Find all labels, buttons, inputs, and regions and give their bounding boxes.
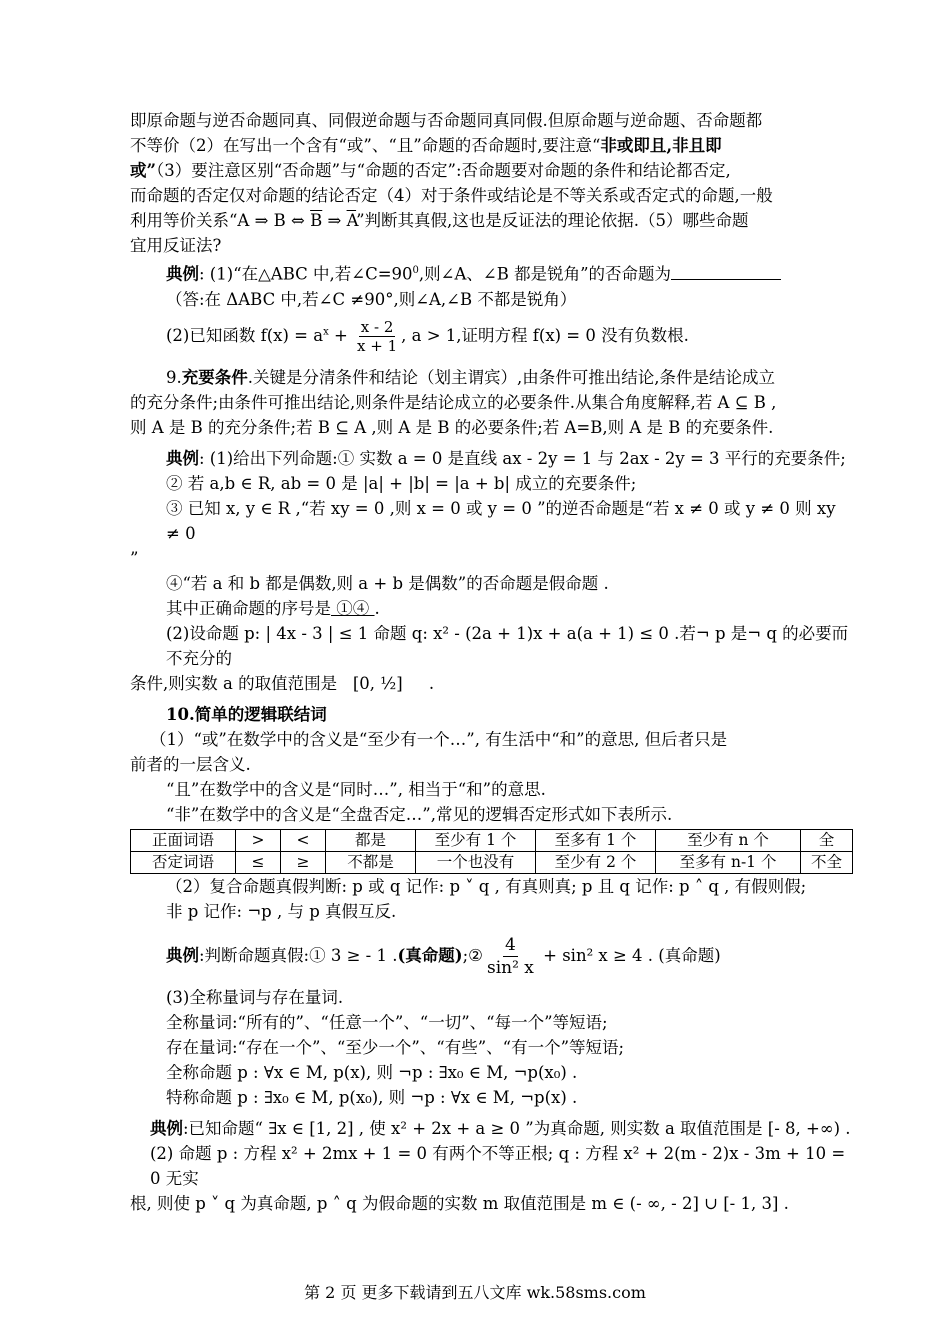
paragraph-line: (3)全称量词与存在量词. (166, 987, 344, 1007)
paragraph-line: （2）复合命题真假判断: p 或 q 记作: p ˅ q , 有真则真; p 且 q 记作: p ˄ q , 有假则假; (166, 876, 807, 896)
table-cell: 否定词语 (131, 851, 236, 873)
page-content (130, 108, 853, 1216)
paragraph-line: 即原命题与逆否命题同真、同假逆命题与否命题同真同假.但原命题与逆命题、否命题都 (130, 111, 763, 130)
example-3: 典例: (1)给出下列命题:① 实数 a = 0 是直线 ax - 2y = 1 与 2ax - 2y = 3 平行的充要条件; (166, 448, 846, 468)
example-3-item: ” (130, 548, 139, 568)
paragraph-line: （1）“或”在数学中的含义是“至少有一个…”, 有生活中“和”的意思, 但后者只是 (150, 729, 728, 749)
table-cell: 全 (801, 829, 853, 851)
page-footer: 第 2 页 更多下载请到五八文库 wk.58sms.com (304, 1283, 646, 1302)
section-10-title: 10.简单的逻辑联结词 (166, 704, 327, 724)
table-cell: 不全 (801, 851, 853, 873)
example-3-item: ③ 已知 x, y ∈ R ,“若 xy = 0 ,则 x = 0 或 y = 0 ”的逆否命题是“若 x ≠ 0 或 y ≠ 0 则 xy ≠ 0 (166, 498, 836, 543)
answer-blank (671, 261, 781, 280)
paragraph-line: 或”（3）要注意区别“否命题”与“命题的否定”:否命题要对命题的条件和结论都否定, (130, 161, 731, 180)
paragraph-line: 全称命题 p : ∀x ∈ M, p(x), 则 ¬p : ∃x₀ ∈ M, ¬p(x₀) . (166, 1062, 578, 1082)
paragraph-line: 存在量词:“存在一个”、“至少一个”、“有些”、“有一个”等短语; (166, 1037, 625, 1057)
paragraph-line: “且”在数学中的含义是“同时…”, 相当于“和”的意思. (166, 779, 546, 799)
table-cell: 一个也没有 (416, 851, 536, 873)
table-cell: > (236, 829, 281, 851)
paragraph-line: “非”在数学中的含义是“全盘否定…”,常见的逻辑否定形式如下表所示. (166, 804, 673, 824)
table-cell: 至少有 2 个 (536, 851, 656, 873)
paragraph-line: 非 p 记作: ¬p , 与 p 真假互反. (166, 901, 397, 921)
table-cell: < (281, 829, 326, 851)
table-row (131, 851, 853, 873)
example-4: (2)设命题 p: | 4x - 3 | ≤ 1 命题 q: x² - (2a + 1)x + a(a + 1) ≤ 0 .若¬ p 是¬ q 的必要而不充分的 (166, 623, 849, 668)
paragraph-line: 全称量词:“所有的”、“任意一个”、“一切”、“每一个”等短语; (166, 1012, 608, 1032)
table-row (131, 829, 853, 851)
example-1: 典例: (1)“在△ABC 中,若$\angle C=90^0$,则∠A、∠B 都是锐角”的否命题为 (130, 258, 853, 287)
fraction: $\frac{4}{\text{sin² x}}$ (486, 934, 534, 978)
paragraph-line: 不等价（2）在写出一个含有“或”、“且”命题的否命题时,要注意“非或即且,非且即 (130, 136, 722, 155)
paragraph-line: 而命题的否定仅对命题的结论否定（4）对于条件或结论是不等关系或否定式的命题,一般 (130, 186, 773, 205)
example-3-item: ② 若 a,b ∈ R, ab = 0 是 |a| + |b| = |a + b| 成立的充要条件; (166, 473, 637, 493)
section-9: 9.充要条件.关键是分清条件和结论（划主谓宾）,由条件可推出结论,条件是结论成立 (166, 367, 775, 387)
paragraph-line: 的充分条件;由条件可推出结论,则条件是结论成立的必要条件.从集合角度解释,若 A ⊆ B , (130, 392, 777, 412)
table-cell: ≥ (281, 851, 326, 873)
table-cell: 不都是 (326, 851, 416, 873)
table-cell: 至少有 n 个 (656, 829, 801, 851)
paragraph-line: 宜用反证法? (130, 236, 222, 255)
example-1-answer: （答:在 ΔABC 中,若∠C ≠90°,则∠A,∠B 不都是锐角） (166, 289, 577, 309)
table-cell: 至少有 1 个 (416, 829, 536, 851)
example-3-answer: 其中正确命题的序号是 ①④ . (166, 598, 380, 618)
table-cell: ≤ (236, 851, 281, 873)
paragraph-line: 前者的一层含义. (130, 754, 251, 774)
example-5: 典例:判断命题真假:① 3 ≥ - 1 .(真命题);② $\frac{4}{\text{sin² x}}$ + sin² x ≥ 4 . (真命题) (166, 934, 721, 978)
example-4-answer: 条件,则实数 a 的取值范围是 [0, ½] . (130, 673, 435, 693)
negation-table (130, 829, 853, 874)
table-cell: 至多有 1 个 (536, 829, 656, 851)
example-6-item: 根, 则使 p ˅ q 为真命题, p ˄ q 为假命题的实数 m 取值范围是 m ∈ (- ∞, - 2] ∪ [- 1, 3] . (130, 1193, 789, 1213)
example-6: 典例:已知命题“ ∃x ∈ [1, 2] , 使 x² + 2x + a ≥ 0 ”为真命题, 则实数 a 取值范围是 [- 8, +∞) . (150, 1118, 851, 1138)
fraction: $\frac{x - 2}{x + 1}$ (357, 317, 398, 355)
paragraph-line: 利用等价关系“A ⇒ B ⇔ $\overline{B}$ ⇒ $\overline{A}$”判断其真假,这也是反证法的理论依据.（5）哪些命题 (130, 211, 749, 230)
paragraph-line: 则 A 是 B 的充分条件;若 B ⊆ A ,则 A 是 B 的必要条件;若 A=B,则 A 是 B 的充要条件. (130, 417, 774, 437)
example-2: (2)已知函数 $f(x) = a^x$ + $\frac{x - 2}{x + 1}$ , a > 1,证明方程 f(x) = 0 没有负数根. (166, 317, 689, 355)
example-3-item: ④“若 a 和 b 都是偶数,则 a + b 是偶数”的否命题是假命题 . (166, 573, 609, 593)
paragraph-line: 特称命题 p : ∃x₀ ∈ M, p(x₀), 则 ¬p : ∀x ∈ M, ¬p(x) . (166, 1087, 578, 1107)
table-cell: 至多有 n-1 个 (656, 851, 801, 873)
table-cell: 都是 (326, 829, 416, 851)
table-cell: 正面词语 (131, 829, 236, 851)
example-6-item: (2) 命题 p : 方程 x² + 2mx + 1 = 0 有两个不等正根; q : 方程 x² + 2(m - 2)x - 3m + 10 = 0 无实 (150, 1143, 846, 1188)
